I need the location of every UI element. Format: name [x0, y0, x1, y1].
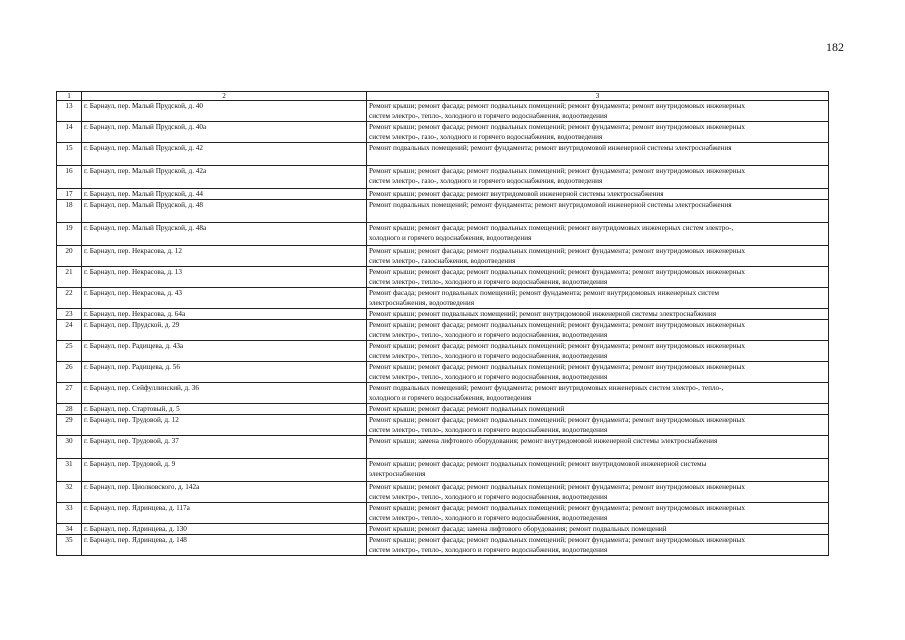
row-number: 29 [57, 415, 82, 436]
address-cell: г. Барнаул, пер. Малый Прудской, д. 48 [82, 200, 367, 223]
work-description-cell: Ремонт крыши; ремонт фасада; ремонт подвальных помещений; ремонт фундамента; ремонт внутридомовых инженерных систем электро-, тепло-, холодного и горячего водоснабжения, водоотведения [367, 267, 829, 288]
page-number: 182 [826, 40, 844, 54]
row-number: 15 [57, 143, 82, 166]
work-description-cell: Ремонт крыши; ремонт фасада; ремонт подвальных помещений; ремонт фундамента; ремонт внутридомовых инженерных систем электро-, тепло-, холодного и горячего водоснабжения, водоотведения [367, 341, 829, 362]
address-cell: г. Барнаул, пер. Малый Прудской, д. 40 [82, 101, 367, 122]
work-description-cell: Ремонт крыши; ремонт фасада; ремонт подвальных помещений; ремонт фундамента; ремонт внутридомовых инженерных систем электро-, тепло-, холодного и горячего водоснабжения, водоотведения [367, 362, 829, 383]
work-description-cell: Ремонт крыши; ремонт подвальных помещений; ремонт внутридомовой инженерной системы электроснабжения [367, 309, 829, 320]
table-row [57, 524, 829, 535]
table-row [57, 341, 829, 362]
address-cell: г. Барнаул, пер. Малый Прудской, д. 42а [82, 166, 367, 189]
work-description-cell: Ремонт крыши; ремонт фасада; ремонт внутридомовой инженерной системы электроснабжения [367, 189, 829, 200]
table-row [57, 436, 829, 459]
row-number: 13 [57, 101, 82, 122]
table-header-row [57, 92, 829, 101]
work-description-cell: Ремонт подвальных помещений; ремонт фундамента; ремонт внутридомовой инженерной системы электроснабжения [367, 200, 829, 223]
table-row [57, 503, 829, 524]
address-cell: г. Барнаул, пер. Стартовый, д. 5 [82, 404, 367, 415]
table-row [57, 404, 829, 415]
column-header-1: 1 [57, 92, 82, 101]
table-row [57, 189, 829, 200]
work-description-cell: Ремонт крыши; ремонт фасада; ремонт подвальных помещений; ремонт фундамента; ремонт внутридомовых инженерных систем электро-, тепло-, холодного и горячего водоснабжения, водоотведения [367, 415, 829, 436]
work-description-cell: Ремонт крыши; замена лифтового оборудования; ремонт внутридомовой инженерной системы электроснабжения [367, 436, 829, 459]
table-row [57, 482, 829, 503]
address-cell: г. Барнаул, пер. Трудовой, д. 9 [82, 459, 367, 482]
work-description-cell: Ремонт подвальных помещений; ремонт фундамента; ремонт внутридомовых инженерных систем электро-, тепло-, холодного и горячего водоснабжения, водоотведения [367, 383, 829, 404]
row-number: 23 [57, 309, 82, 320]
address-cell: г. Барнаул, пер. Циолковского, д. 142а [82, 482, 367, 503]
table-row [57, 246, 829, 267]
table-row [57, 223, 829, 246]
table-row [57, 288, 829, 309]
row-number: 33 [57, 503, 82, 524]
row-number: 31 [57, 459, 82, 482]
row-number: 19 [57, 223, 82, 246]
table-row [57, 101, 829, 122]
work-description-cell: Ремонт крыши; ремонт фасада; ремонт подвальных помещений; ремонт фундамента; ремонт внутридомовых инженерных систем электро-, газо-, холодного и горячего водоснабжения, водоотведения [367, 166, 829, 189]
address-cell: г. Барнаул, пер. Трудовой, д. 37 [82, 436, 367, 459]
table-row [57, 309, 829, 320]
address-cell: г. Барнаул, пер. Некрасова, д. 43 [82, 288, 367, 309]
address-cell: г. Барнаул, пер. Прудской, д. 29 [82, 320, 367, 341]
work-description-cell: Ремонт крыши; ремонт фасада; ремонт подвальных помещений; ремонт фундамента; ремонт внутридомовых инженерных систем электро-, газоснабжения, водоотведения [367, 246, 829, 267]
row-number: 17 [57, 189, 82, 200]
work-description-cell: Ремонт крыши; ремонт фасада; замена лифтового оборудования; ремонт подвальных помещений [367, 524, 829, 535]
row-number: 24 [57, 320, 82, 341]
work-description-cell: Ремонт крыши; ремонт фасада; ремонт подвальных помещений; ремонт фундамента; ремонт внутридомовых инженерных систем электро-, тепло-, холодного и горячего водоснабжения, водоотведения [367, 503, 829, 524]
row-number: 18 [57, 200, 82, 223]
table-row [57, 267, 829, 288]
address-cell: г. Барнаул, пер. Некрасова, д. 64а [82, 309, 367, 320]
row-number: 25 [57, 341, 82, 362]
address-cell: г. Барнаул, пер. Ядринцева, д. 130 [82, 524, 367, 535]
address-cell: г. Барнаул, пер. Малый Прудской, д. 44 [82, 189, 367, 200]
work-description-cell: Ремонт крыши; ремонт фасада; ремонт подвальных помещений [367, 404, 829, 415]
row-number: 22 [57, 288, 82, 309]
address-cell: г. Барнаул, пер. Радищева, д. 43а [82, 341, 367, 362]
table-row [57, 415, 829, 436]
row-number: 20 [57, 246, 82, 267]
table-row [57, 459, 829, 482]
table-row [57, 362, 829, 383]
table-row [57, 535, 829, 556]
row-number: 14 [57, 122, 82, 143]
address-cell: г. Барнаул, пер. Трудовой, д. 12 [82, 415, 367, 436]
work-description-cell: Ремонт крыши; ремонт фасада; ремонт подвальных помещений; ремонт внутридомовых инженерных систем электро-, холодного и горячего водоснабжения, водоотведения [367, 223, 829, 246]
table-row [57, 320, 829, 341]
column-header-3: 3 [367, 92, 829, 101]
address-cell: г. Барнаул, пер. Малый Прудской, д. 42 [82, 143, 367, 166]
work-description-cell: Ремонт крыши; ремонт фасада; ремонт подвальных помещений; ремонт фундамента; ремонт внутридомовых инженерных систем электро-, тепло-, холодного и горячего водоснабжения, водоотведения [367, 101, 829, 122]
row-number: 34 [57, 524, 82, 535]
work-description-cell: Ремонт крыши; ремонт фасада; ремонт подвальных помещений; ремонт фундамента; ремонт внутридомовых инженерных систем электро-, тепло-, холодного и горячего водоснабжения, водоотведения [367, 535, 829, 556]
address-cell: г. Барнаул, пер. Радищева, д. 56 [82, 362, 367, 383]
address-cell: г. Барнаул, пер. Некрасова, д. 12 [82, 246, 367, 267]
work-description-cell: Ремонт подвальных помещений; ремонт фундамента; ремонт внутридомовой инженерной системы электроснабжения [367, 143, 829, 166]
row-number: 30 [57, 436, 82, 459]
row-number: 28 [57, 404, 82, 415]
table-row [57, 143, 829, 166]
repair-works-table [56, 91, 829, 556]
table-row [57, 166, 829, 189]
work-description-cell: Ремонт крыши; ремонт фасада; ремонт подвальных помещений; ремонт внутридомовой инженерной системы электроснабжения [367, 459, 829, 482]
row-number: 21 [57, 267, 82, 288]
work-description-cell: Ремонт крыши; ремонт фасада; ремонт подвальных помещений; ремонт фундамента; ремонт внутридомовых инженерных систем электро-, тепло-, холодного и горячего водоснабжения, водоотведения [367, 320, 829, 341]
address-cell: г. Барнаул, пер. Малый Прудской, д. 48а [82, 223, 367, 246]
table-row [57, 122, 829, 143]
work-description-cell: Ремонт фасада; ремонт подвальных помещений; ремонт фундамента; ремонт внутридомовых инженерных систем электроснабжения, водоотведения [367, 288, 829, 309]
address-cell: г. Барнаул, пер. Малый Прудской, д. 40а [82, 122, 367, 143]
address-cell: г. Барнаул, пер. Сейфуллинский, д. 36 [82, 383, 367, 404]
table-row [57, 383, 829, 404]
row-number: 32 [57, 482, 82, 503]
address-cell: г. Барнаул, пер. Ядринцева, д. 117а [82, 503, 367, 524]
column-header-2: 2 [82, 92, 367, 101]
address-cell: г. Барнаул, пер. Ядринцева, д. 148 [82, 535, 367, 556]
work-description-cell: Ремонт крыши; ремонт фасада; ремонт подвальных помещений; ремонт фундамента; ремонт внутридомовых инженерных систем электро-, газо-, холодного и горячего водоснабжения, водоотведения [367, 122, 829, 143]
table-row [57, 200, 829, 223]
row-number: 27 [57, 383, 82, 404]
row-number: 26 [57, 362, 82, 383]
address-cell: г. Барнаул, пер. Некрасова, д. 13 [82, 267, 367, 288]
work-description-cell: Ремонт крыши; ремонт фасада; ремонт подвальных помещений; ремонт фундамента; ремонт внутридомовых инженерных систем электро-, тепло-, холодного и горячего водоснабжения, водоотведения [367, 482, 829, 503]
row-number: 16 [57, 166, 82, 189]
row-number: 35 [57, 535, 82, 556]
